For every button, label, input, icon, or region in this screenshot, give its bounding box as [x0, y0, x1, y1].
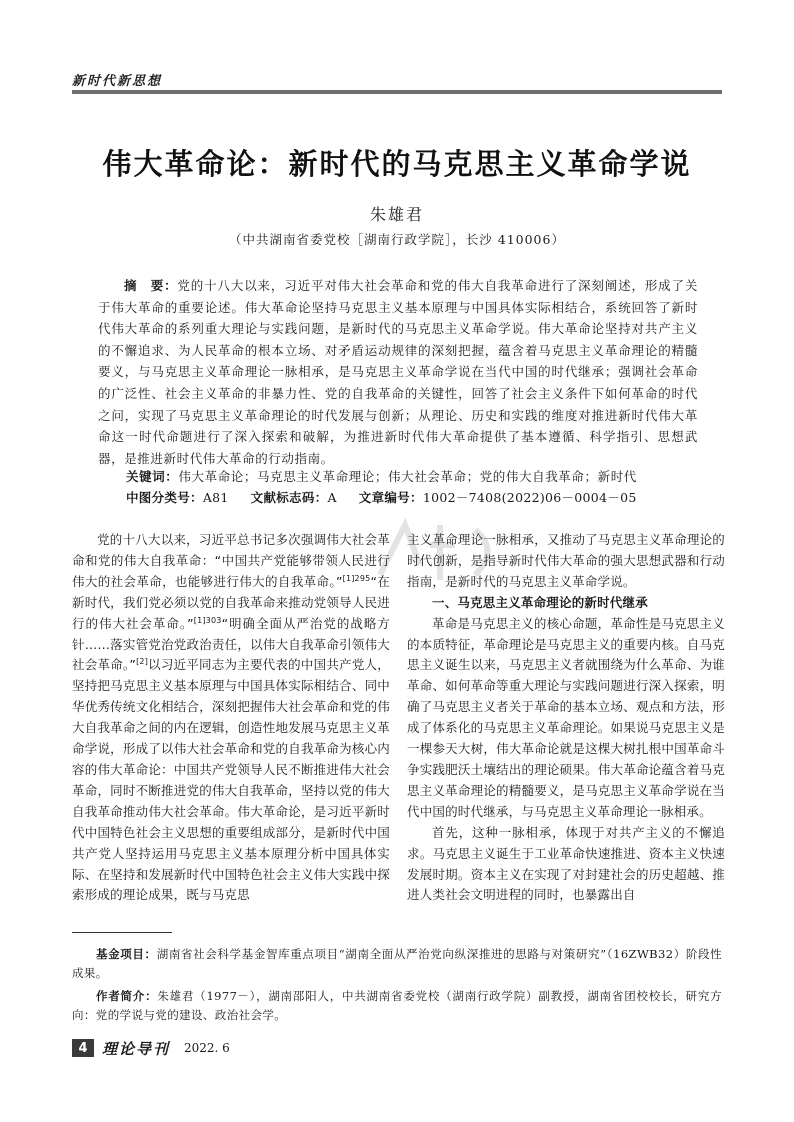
body-paragraph: 首先，这种一脉相承，体现于对共产主义的不懈追求。马克思主义诞生于工业革命快速推进、资本主义快速发展时期。资本主义在实现了对封建社会的历史超越、推进人类社会文明进程的同时，也暴露出自	[407, 824, 725, 903]
footnote-rule	[72, 932, 172, 933]
article-no-label: 文章编号：	[358, 490, 423, 505]
section-label: 新时代新思想	[72, 74, 163, 89]
clc-value: A81	[202, 490, 229, 505]
body-paragraph: 革命是马克思主义的核心命题，革命性是马克思主义的本质特征，革命理论是马克思主义的重要内核。自马克思主义诞生以来，马克思主义者就围绕为什么革命、为谁革命、如何革命等重大理论与实践问题进行深入探索，明确了马克思主义者关于革命的基本立场、观点和方法，形成了体系化的马克思主义革命理论。如果说马克思主义是一棵参天大树，伟大革命论就是这棵大树扎根中国革命斗争实践肥沃土壤结出的理论硕果。伟大革命论蕴含着马克思主义革命理论的精髓要义，是马克思主义革命学说在当代中国的时代继承，与马克思主义革命理论一脉相承。	[407, 615, 725, 819]
clc-label: 中图分类号：	[126, 490, 203, 505]
citation: [1]303	[193, 615, 222, 625]
abstract-label: 摘 要：	[124, 278, 178, 293]
citation: [1]295	[342, 573, 371, 583]
issue-number: 2022. 6	[184, 1041, 230, 1055]
journal-name: 理论导刊	[102, 1039, 171, 1058]
abstract	[98, 275, 698, 469]
keywords-label: 关键词：	[126, 469, 179, 484]
doc-code-label: 文献标志码：	[250, 490, 328, 505]
article-no-value: 1002－7408(2022)06－0004－05	[422, 490, 637, 505]
fund-note: 基金项目：湖南省社会科学基金智库重点项目“湖南全面从严治党向纵深推进的思路与对策研究”（16ZWB32）阶段性成果。	[72, 947, 723, 980]
body-column-left	[72, 530, 390, 906]
classification-line	[126, 488, 706, 506]
keywords	[126, 467, 706, 485]
header-rule	[72, 90, 722, 94]
citation: [2]	[136, 657, 149, 667]
page-number: 4	[72, 1039, 94, 1057]
doc-code-value: A	[327, 490, 337, 505]
body-column-right	[407, 530, 725, 906]
body-paragraph: 党的十八大以来，习近平总书记多次强调伟大社会革命和党的伟大自我革命：“中国共产党能够带领人民进行伟大的社会革命，也能够进行伟大的自我革命。”$^{[1]295}$“在新时代，我们党必须以党的自我革命来推动党领导人民进行的伟大社会革命。”$^{[1]303}$“明确全面从严治党的战略方针……落实管党治党政治责任，以伟大自我革命引领伟大社会革命。”[2]以习近平同志为主要代表的中国共产党人，坚持把马克思主义基本原理与中国具体实际相结合、同中华优秀传统文化相结合，深刻把握伟大社会革命和党的伟大自我革命之间的内在逻辑，创造性地发展马克思主义革命学说，形成了以伟大社会革命和党的自我革命为核心内容的伟大革命论：中国共产党领导人民不断推进伟大社会革命，同时不断推进党的伟大自我革命，坚持以党的伟大自我革命推动伟大社会革命。伟大革命论，是习近平新时代中国特色社会主义思想的重要组成部分，是新时代中国共产党人坚持运用马克思主义基本原理分析中国具体实际、在坚持和发展新时代中国特色社会主义伟大实践中探索形成的理论成果，既与马克思	[72, 532, 390, 903]
page-footer	[72, 1039, 722, 1057]
author-note: 作者简介：朱雄君（1977－），湖南邵阳人，中共湖南省委党校（湖南行政学院）副教授，湖南省团校校长，研究方向：党的学说与党的建设、政治社会学。	[72, 989, 722, 1022]
body-paragraph: 主义革命理论一脉相承，又推动了马克思主义革命理论的时代创新，是指导新时代伟大革命的强大思想武器和行动指南，是新时代的马克思主义革命学说。	[407, 532, 725, 589]
keywords-text: 伟大革命论；马克思主义革命理论；伟大社会革命；党的伟大自我革命；新时代	[178, 469, 637, 484]
article-title: 伟大革命论：新时代的马克思主义革命学说	[102, 147, 692, 181]
footnotes	[72, 945, 722, 1029]
author-affiliation: （中共湖南省委党校［湖南行政学院］，长沙 410006）	[229, 232, 565, 247]
section-heading: 一、马克思主义革命理论的新时代继承	[432, 594, 648, 610]
abstract-text: 党的十八大以来，习近平对伟大社会革命和党的伟大自我革命进行了深刻阐述，形成了关于伟大革命的重要论述。伟大革命论坚持马克思主义基本原理与中国具体实际相结合，系统回答了新时代伟大革命的系列重大理论与实践问题，是新时代的马克思主义革命学说。伟大革命论坚持对共产主义的不懈追求、为人民革命的根本立场、对矛盾运动规律的深刻把握，蕴含着马克思主义革命理论的精髓要义，与马克思主义革命理论一脉相承，是马克思主义革命学说在当代中国的时代继承；强调社会革命的广泛性、社会主义革命的非暴力性、党的自我革命的关键性，回答了社会主义条件下如何革命的时代之问，实现了马克思主义革命理论的时代发展与创新；从理论、历史和实践的维度对推进新时代伟大革命这一时代命题进行了深入探索和破解，为推进新时代伟大革命提供了基本遵循、科学指引、思想武器，是推进新时代伟大革命的行动指南。	[98, 278, 698, 466]
article-author: 朱雄君	[369, 205, 424, 224]
